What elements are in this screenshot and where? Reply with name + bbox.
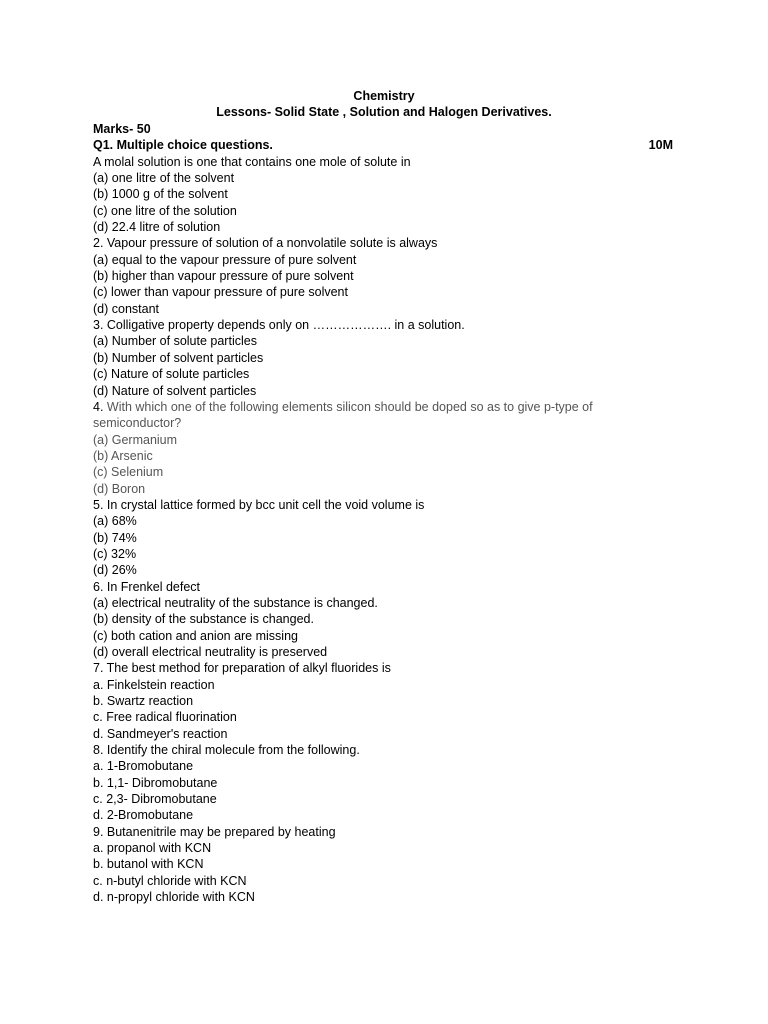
document-body xyxy=(93,121,683,906)
question-9 xyxy=(93,824,683,906)
question-number: 4. xyxy=(93,399,104,414)
question-4 xyxy=(93,399,683,497)
option: c. 2,3- Dibromobutane xyxy=(93,792,217,807)
option: (a) Number of solute particles xyxy=(93,334,257,349)
option: (d) Nature of solvent particles xyxy=(93,383,257,398)
lessons-title: Lessons- Solid State , Solution and Halogen Derivatives. xyxy=(216,105,552,119)
option: a. 1-Bromobutane xyxy=(93,759,194,774)
question-7 xyxy=(93,660,683,742)
section-marks: 10M xyxy=(648,138,673,153)
question-3 xyxy=(93,317,683,399)
option: c. Free radical fluorination xyxy=(93,710,237,725)
option: (d) Boron xyxy=(93,481,146,496)
option: (a) Germanium xyxy=(93,432,178,447)
option: (c) one litre of the solution xyxy=(93,203,237,218)
question-1 xyxy=(93,154,683,236)
option: (a) 68% xyxy=(93,514,137,529)
option: b. Swartz reaction xyxy=(93,694,194,709)
section-title: Q1. Multiple choice questions. xyxy=(93,138,273,153)
question-text: 3. Colligative property depends only on ………………. in a solution. xyxy=(93,318,465,333)
question-text: A molal solution is one that contains one mole of solute in xyxy=(93,154,411,169)
option: (c) 32% xyxy=(93,546,137,561)
subject-title: Chemistry xyxy=(353,89,415,103)
question-text: 6. In Frenkel defect xyxy=(93,579,201,594)
option: a. propanol with KCN xyxy=(93,841,212,856)
option: (b) 74% xyxy=(93,530,137,545)
section-heading xyxy=(93,137,673,153)
question-text: 7. The best method for preparation of alkyl fluorides is xyxy=(93,661,391,676)
option: (b) density of the substance is changed. xyxy=(93,612,314,627)
option: (c) lower than vapour pressure of pure solvent xyxy=(93,285,348,300)
option: (d) overall electrical neutrality is preserved xyxy=(93,645,328,659)
option: (b) Number of solvent particles xyxy=(93,350,264,365)
option: d. Sandmeyer's reaction xyxy=(93,726,228,741)
question-8 xyxy=(93,742,683,824)
option: (d) 22.4 litre of solution xyxy=(93,220,221,235)
option: (c) Selenium xyxy=(93,465,164,480)
option: c. n-butyl chloride with KCN xyxy=(93,873,247,888)
question-text: 5. In crystal lattice formed by bcc unit cell the void volume is xyxy=(93,497,425,512)
option: (b) 1000 g of the solvent xyxy=(93,187,228,202)
option: (a) one litre of the solvent xyxy=(93,171,235,186)
question-6 xyxy=(93,579,683,661)
option: (a) equal to the vapour pressure of pure solvent xyxy=(93,252,357,267)
question-text xyxy=(93,399,633,432)
marks-label: Marks- 50 xyxy=(93,122,151,136)
option: (b) higher than vapour pressure of pure solvent xyxy=(93,269,354,284)
option: (c) Nature of solute particles xyxy=(93,367,250,382)
question-text: 9. Butanenitrile may be prepared by heating xyxy=(93,824,336,839)
option: b. 1,1- Dibromobutane xyxy=(93,775,218,790)
option: (a) electrical neutrality of the substance is changed. xyxy=(93,595,378,610)
question-body: With which one of the following elements silicon should be doped so as to give p-type of semiconductor? xyxy=(93,399,593,431)
question-5 xyxy=(93,497,683,579)
question-2 xyxy=(93,235,683,317)
option: (c) both cation and anion are missing xyxy=(93,628,298,643)
option: b. butanol with KCN xyxy=(93,857,204,872)
question-text: 8. Identify the chiral molecule from the following. xyxy=(93,743,360,758)
option: d. 2-Bromobutane xyxy=(93,808,194,823)
option: (b) Arsenic xyxy=(93,448,153,463)
option: d. n-propyl chloride with KCN xyxy=(93,890,255,905)
option: (d) constant xyxy=(93,301,160,316)
option: (d) 26% xyxy=(93,563,137,578)
option: a. Finkelstein reaction xyxy=(93,677,215,692)
question-text: 2. Vapour pressure of solution of a nonvolatile solute is always xyxy=(93,236,438,251)
